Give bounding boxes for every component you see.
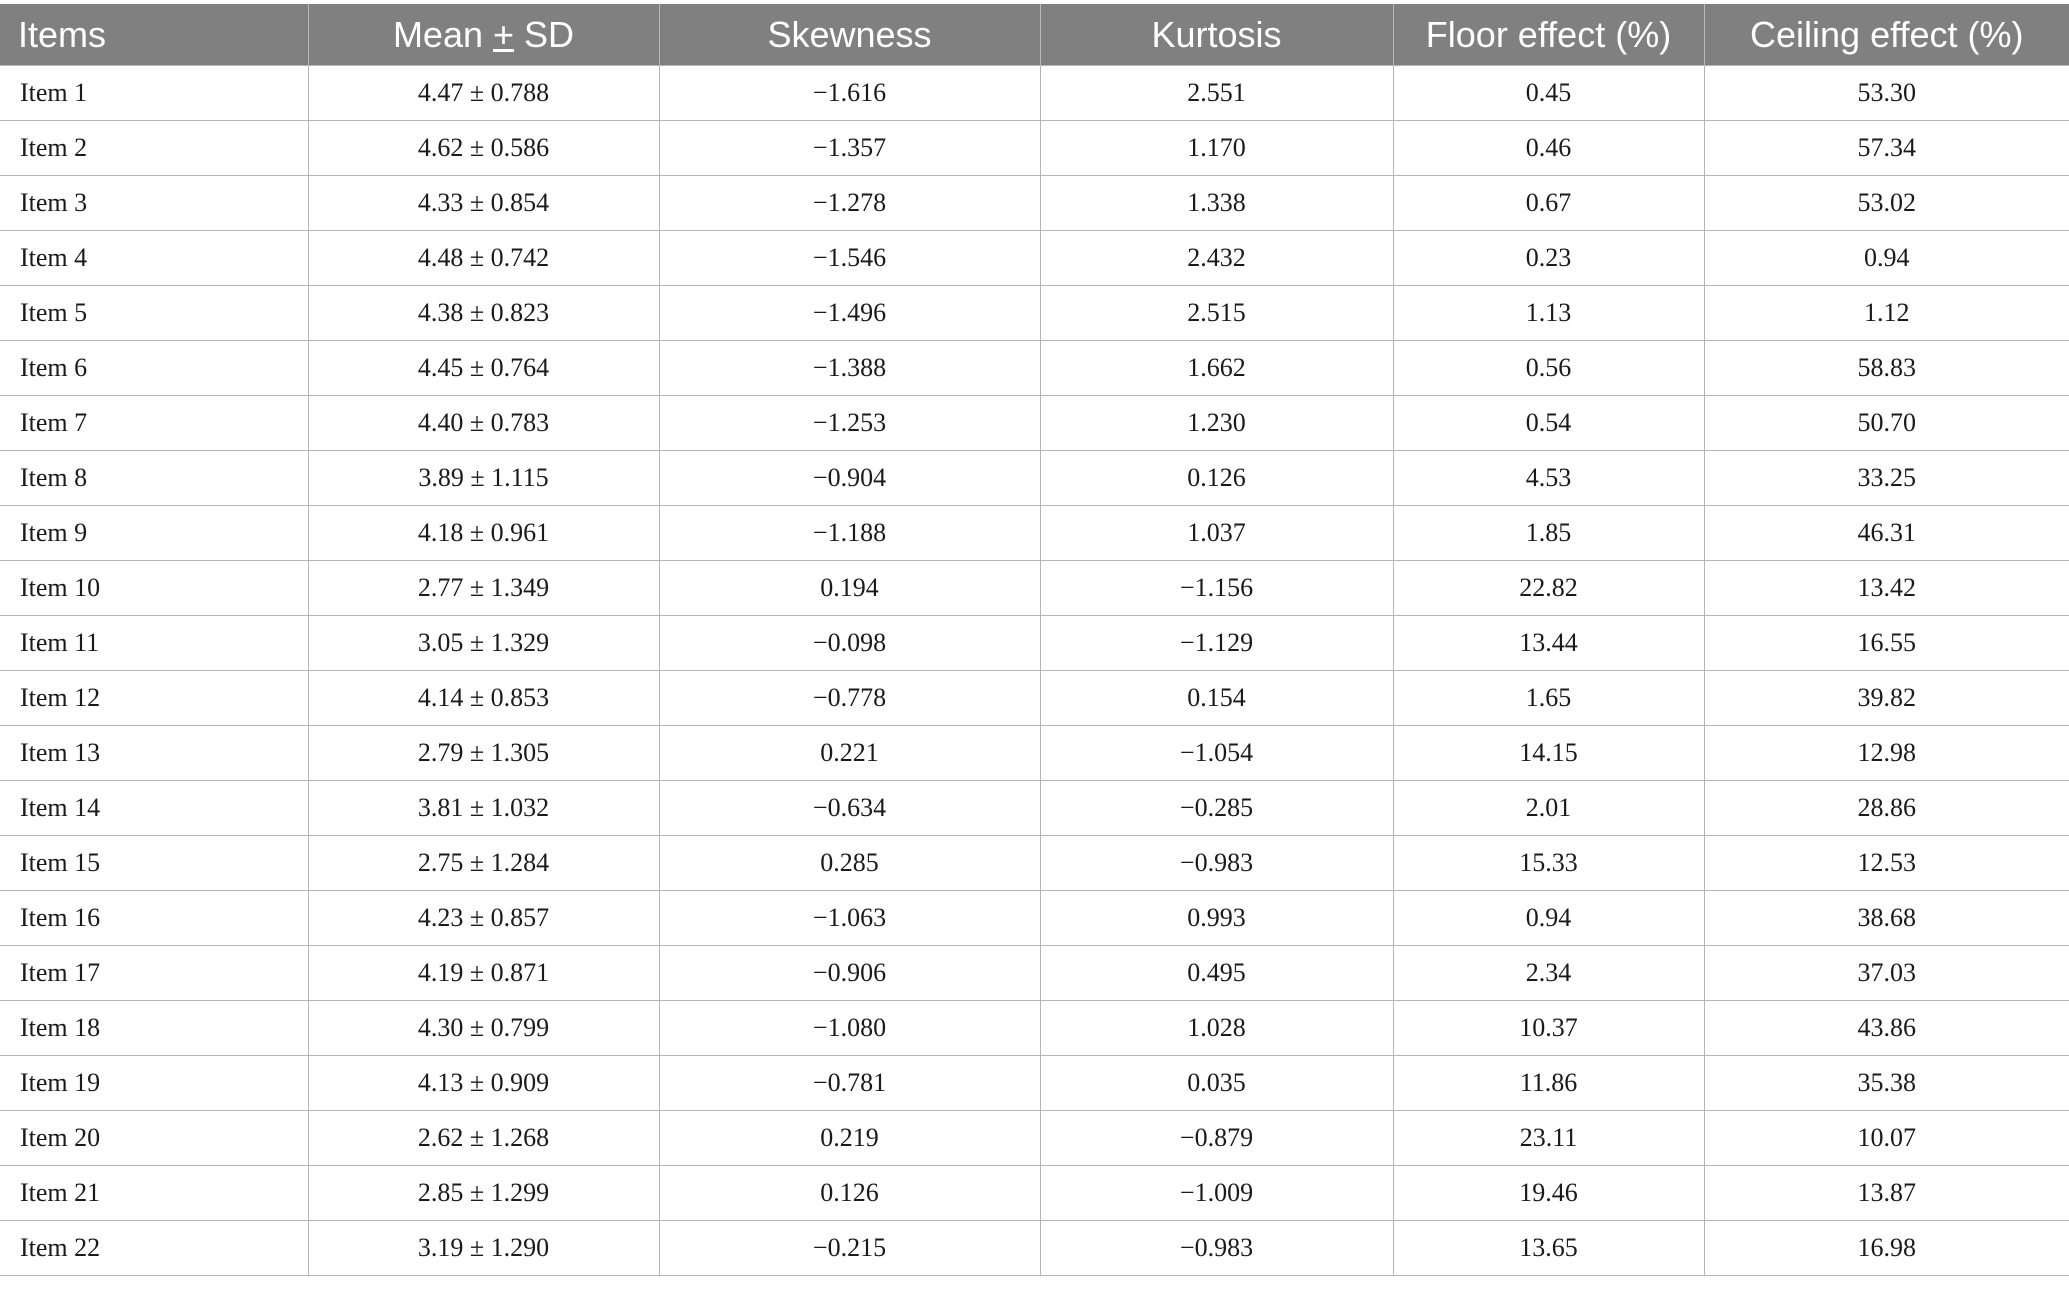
cell-floor-effect: 13.44 bbox=[1393, 616, 1704, 671]
cell-skewness: 0.221 bbox=[659, 726, 1040, 781]
cell-ceiling-effect: 35.38 bbox=[1704, 1056, 2069, 1111]
cell-floor-effect: 23.11 bbox=[1393, 1111, 1704, 1166]
cell-skewness: 0.126 bbox=[659, 1166, 1040, 1221]
table-row bbox=[0, 726, 2069, 781]
cell-item: Item 14 bbox=[0, 781, 308, 836]
cell-skewness: −0.906 bbox=[659, 946, 1040, 1001]
cell-item: Item 11 bbox=[0, 616, 308, 671]
table-row bbox=[0, 561, 2069, 616]
cell-ceiling-effect: 50.70 bbox=[1704, 396, 2069, 451]
cell-mean-sd: 2.75 ± 1.284 bbox=[308, 836, 659, 891]
cell-floor-effect: 0.67 bbox=[1393, 176, 1704, 231]
cell-item: Item 5 bbox=[0, 286, 308, 341]
cell-item: Item 15 bbox=[0, 836, 308, 891]
cell-item: Item 7 bbox=[0, 396, 308, 451]
table-row bbox=[0, 1221, 2069, 1276]
cell-ceiling-effect: 16.98 bbox=[1704, 1221, 2069, 1276]
cell-mean-sd: 4.48 ± 0.742 bbox=[308, 231, 659, 286]
cell-kurtosis: −1.054 bbox=[1040, 726, 1393, 781]
cell-item: Item 1 bbox=[0, 66, 308, 121]
cell-ceiling-effect: 46.31 bbox=[1704, 506, 2069, 561]
cell-item: Item 13 bbox=[0, 726, 308, 781]
cell-mean-sd: 3.89 ± 1.115 bbox=[308, 451, 659, 506]
cell-floor-effect: 0.46 bbox=[1393, 121, 1704, 176]
cell-kurtosis: 1.170 bbox=[1040, 121, 1393, 176]
cell-kurtosis: 0.154 bbox=[1040, 671, 1393, 726]
table-row bbox=[0, 396, 2069, 451]
table-row bbox=[0, 836, 2069, 891]
cell-item: Item 18 bbox=[0, 1001, 308, 1056]
header-mean-prefix: Mean bbox=[392, 13, 493, 55]
table-row bbox=[0, 121, 2069, 176]
item-statistics-table-container bbox=[0, 4, 2069, 1276]
cell-mean-sd: 3.05 ± 1.329 bbox=[308, 616, 659, 671]
cell-item: Item 3 bbox=[0, 176, 308, 231]
cell-ceiling-effect: 10.07 bbox=[1704, 1111, 2069, 1166]
cell-floor-effect: 10.37 bbox=[1393, 1001, 1704, 1056]
cell-skewness: −1.063 bbox=[659, 891, 1040, 946]
table-body bbox=[0, 66, 2069, 1276]
cell-ceiling-effect: 58.83 bbox=[1704, 341, 2069, 396]
cell-kurtosis: 1.662 bbox=[1040, 341, 1393, 396]
cell-item: Item 6 bbox=[0, 341, 308, 396]
cell-skewness: −1.357 bbox=[659, 121, 1040, 176]
cell-ceiling-effect: 16.55 bbox=[1704, 616, 2069, 671]
cell-kurtosis: 0.035 bbox=[1040, 1056, 1393, 1111]
cell-mean-sd: 4.13 ± 0.909 bbox=[308, 1056, 659, 1111]
cell-skewness: −1.616 bbox=[659, 66, 1040, 121]
cell-mean-sd: 3.19 ± 1.290 bbox=[308, 1221, 659, 1276]
cell-skewness: 0.219 bbox=[659, 1111, 1040, 1166]
cell-item: Item 21 bbox=[0, 1166, 308, 1221]
cell-mean-sd: 4.19 ± 0.871 bbox=[308, 946, 659, 1001]
cell-item: Item 20 bbox=[0, 1111, 308, 1166]
cell-mean-sd: 4.33 ± 0.854 bbox=[308, 176, 659, 231]
cell-floor-effect: 1.13 bbox=[1393, 286, 1704, 341]
cell-item: Item 2 bbox=[0, 121, 308, 176]
cell-kurtosis: −1.009 bbox=[1040, 1166, 1393, 1221]
header-kurtosis: Kurtosis bbox=[1040, 4, 1393, 66]
header-mean-suffix: SD bbox=[514, 13, 575, 55]
cell-ceiling-effect: 12.53 bbox=[1704, 836, 2069, 891]
cell-skewness: −1.388 bbox=[659, 341, 1040, 396]
item-statistics-table bbox=[0, 4, 2069, 1276]
table-row bbox=[0, 616, 2069, 671]
cell-floor-effect: 4.53 bbox=[1393, 451, 1704, 506]
cell-mean-sd: 2.79 ± 1.305 bbox=[308, 726, 659, 781]
cell-item: Item 22 bbox=[0, 1221, 308, 1276]
cell-mean-sd: 4.18 ± 0.961 bbox=[308, 506, 659, 561]
cell-item: Item 4 bbox=[0, 231, 308, 286]
cell-kurtosis: 2.432 bbox=[1040, 231, 1393, 286]
cell-ceiling-effect: 38.68 bbox=[1704, 891, 2069, 946]
cell-kurtosis: 2.551 bbox=[1040, 66, 1393, 121]
cell-mean-sd: 2.85 ± 1.299 bbox=[308, 1166, 659, 1221]
cell-ceiling-effect: 53.02 bbox=[1704, 176, 2069, 231]
table-row bbox=[0, 341, 2069, 396]
cell-floor-effect: 0.23 bbox=[1393, 231, 1704, 286]
cell-kurtosis: 2.515 bbox=[1040, 286, 1393, 341]
cell-kurtosis: −0.983 bbox=[1040, 836, 1393, 891]
cell-kurtosis: −0.285 bbox=[1040, 781, 1393, 836]
table-row bbox=[0, 1166, 2069, 1221]
cell-kurtosis: 0.126 bbox=[1040, 451, 1393, 506]
cell-ceiling-effect: 28.86 bbox=[1704, 781, 2069, 836]
cell-mean-sd: 3.81 ± 1.032 bbox=[308, 781, 659, 836]
cell-ceiling-effect: 57.34 bbox=[1704, 121, 2069, 176]
cell-skewness: 0.285 bbox=[659, 836, 1040, 891]
cell-kurtosis: −0.879 bbox=[1040, 1111, 1393, 1166]
cell-floor-effect: 15.33 bbox=[1393, 836, 1704, 891]
cell-skewness: −0.781 bbox=[659, 1056, 1040, 1111]
table-row bbox=[0, 781, 2069, 836]
cell-ceiling-effect: 53.30 bbox=[1704, 66, 2069, 121]
cell-floor-effect: 2.01 bbox=[1393, 781, 1704, 836]
cell-kurtosis: 1.338 bbox=[1040, 176, 1393, 231]
cell-item: Item 12 bbox=[0, 671, 308, 726]
cell-floor-effect: 14.15 bbox=[1393, 726, 1704, 781]
cell-ceiling-effect: 13.42 bbox=[1704, 561, 2069, 616]
table-row bbox=[0, 1111, 2069, 1166]
cell-skewness: 0.194 bbox=[659, 561, 1040, 616]
cell-skewness: −0.634 bbox=[659, 781, 1040, 836]
cell-skewness: −1.253 bbox=[659, 396, 1040, 451]
cell-floor-effect: 0.45 bbox=[1393, 66, 1704, 121]
header-mean-pm: + bbox=[493, 13, 515, 55]
cell-kurtosis: 0.993 bbox=[1040, 891, 1393, 946]
cell-skewness: −0.904 bbox=[659, 451, 1040, 506]
table-row bbox=[0, 1001, 2069, 1056]
cell-mean-sd: 4.47 ± 0.788 bbox=[308, 66, 659, 121]
cell-mean-sd: 4.30 ± 0.799 bbox=[308, 1001, 659, 1056]
cell-mean-sd: 4.23 ± 0.857 bbox=[308, 891, 659, 946]
table-header bbox=[0, 4, 2069, 66]
cell-ceiling-effect: 39.82 bbox=[1704, 671, 2069, 726]
cell-floor-effect: 22.82 bbox=[1393, 561, 1704, 616]
table-row bbox=[0, 891, 2069, 946]
cell-item: Item 8 bbox=[0, 451, 308, 506]
cell-floor-effect: 11.86 bbox=[1393, 1056, 1704, 1111]
cell-floor-effect: 0.56 bbox=[1393, 341, 1704, 396]
cell-skewness: −0.098 bbox=[659, 616, 1040, 671]
header-ceiling-effect: Ceiling effect (%) bbox=[1704, 4, 2069, 66]
cell-floor-effect: 0.54 bbox=[1393, 396, 1704, 451]
table-row bbox=[0, 1056, 2069, 1111]
cell-mean-sd: 4.40 ± 0.783 bbox=[308, 396, 659, 451]
table-row bbox=[0, 671, 2069, 726]
cell-kurtosis: 1.230 bbox=[1040, 396, 1393, 451]
cell-item: Item 16 bbox=[0, 891, 308, 946]
header-floor-effect: Floor effect (%) bbox=[1393, 4, 1704, 66]
cell-item: Item 19 bbox=[0, 1056, 308, 1111]
cell-item: Item 17 bbox=[0, 946, 308, 1001]
cell-mean-sd: 2.77 ± 1.349 bbox=[308, 561, 659, 616]
table-row bbox=[0, 506, 2069, 561]
cell-skewness: −1.278 bbox=[659, 176, 1040, 231]
cell-skewness: −1.080 bbox=[659, 1001, 1040, 1056]
cell-mean-sd: 4.62 ± 0.586 bbox=[308, 121, 659, 176]
cell-kurtosis: 0.495 bbox=[1040, 946, 1393, 1001]
cell-kurtosis: 1.037 bbox=[1040, 506, 1393, 561]
cell-ceiling-effect: 37.03 bbox=[1704, 946, 2069, 1001]
cell-mean-sd: 4.38 ± 0.823 bbox=[308, 286, 659, 341]
table-row bbox=[0, 451, 2069, 506]
cell-floor-effect: 1.65 bbox=[1393, 671, 1704, 726]
cell-floor-effect: 2.34 bbox=[1393, 946, 1704, 1001]
cell-skewness: −1.188 bbox=[659, 506, 1040, 561]
cell-kurtosis: −1.156 bbox=[1040, 561, 1393, 616]
cell-skewness: −0.215 bbox=[659, 1221, 1040, 1276]
cell-ceiling-effect: 12.98 bbox=[1704, 726, 2069, 781]
cell-ceiling-effect: 1.12 bbox=[1704, 286, 2069, 341]
cell-ceiling-effect: 33.25 bbox=[1704, 451, 2069, 506]
cell-ceiling-effect: 13.87 bbox=[1704, 1166, 2069, 1221]
cell-kurtosis: −1.129 bbox=[1040, 616, 1393, 671]
header-skewness: Skewness bbox=[659, 4, 1040, 66]
table-row bbox=[0, 66, 2069, 121]
cell-skewness: −1.546 bbox=[659, 231, 1040, 286]
header-items: Items bbox=[0, 4, 308, 66]
header-row bbox=[0, 4, 2069, 66]
cell-skewness: −1.496 bbox=[659, 286, 1040, 341]
header-mean-sd bbox=[308, 4, 659, 66]
cell-floor-effect: 19.46 bbox=[1393, 1166, 1704, 1221]
cell-floor-effect: 13.65 bbox=[1393, 1221, 1704, 1276]
cell-mean-sd: 4.45 ± 0.764 bbox=[308, 341, 659, 396]
table-row bbox=[0, 286, 2069, 341]
cell-floor-effect: 0.94 bbox=[1393, 891, 1704, 946]
cell-floor-effect: 1.85 bbox=[1393, 506, 1704, 561]
cell-item: Item 9 bbox=[0, 506, 308, 561]
cell-item: Item 10 bbox=[0, 561, 308, 616]
cell-skewness: −0.778 bbox=[659, 671, 1040, 726]
table-row bbox=[0, 176, 2069, 231]
table-row bbox=[0, 231, 2069, 286]
cell-ceiling-effect: 0.94 bbox=[1704, 231, 2069, 286]
cell-kurtosis: −0.983 bbox=[1040, 1221, 1393, 1276]
cell-kurtosis: 1.028 bbox=[1040, 1001, 1393, 1056]
cell-mean-sd: 4.14 ± 0.853 bbox=[308, 671, 659, 726]
cell-mean-sd: 2.62 ± 1.268 bbox=[308, 1111, 659, 1166]
cell-ceiling-effect: 43.86 bbox=[1704, 1001, 2069, 1056]
table-row bbox=[0, 946, 2069, 1001]
